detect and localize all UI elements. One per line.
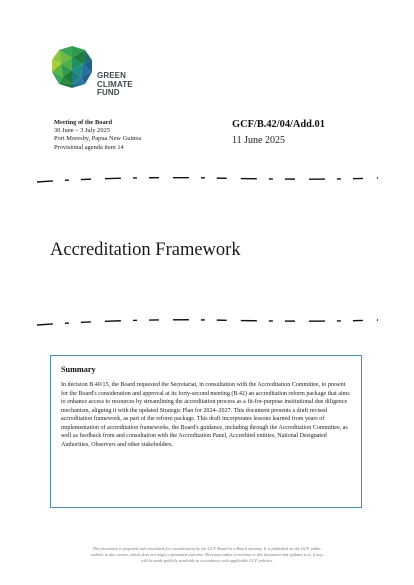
decorative-wave-bottom — [35, 317, 380, 327]
summary-box — [50, 355, 362, 508]
meeting-info — [54, 119, 141, 152]
meeting-location: Port Moresby, Papua New Guinea — [54, 135, 142, 143]
footer-line-1: This document is prepared and circulated for consideration by the GCF Board in a Board meeting. It is published on the GCF public — [92, 546, 322, 551]
globe-icon — [49, 44, 95, 90]
footer-line-3: will be made publicly available in accordance with applicable GCF policies. — [140, 557, 274, 563]
logo-line-2: CLIMATE — [97, 79, 133, 89]
document-title: Accreditation Framework — [50, 240, 241, 260]
footer-line-2: website in due course, which does not imply a presumed outcome. Decisions taken in relation to this document and updates to it, if any, — [90, 551, 324, 557]
meeting-dates: 30 June – 3 July 2025 — [54, 127, 110, 135]
logo-line-1: GREEN — [97, 71, 126, 80]
document-reference — [232, 119, 325, 147]
document-date: 11 June 2025 — [232, 135, 285, 146]
logo-line-3: FUND — [97, 88, 120, 98]
summary-heading: Summary — [61, 365, 96, 374]
gcf-logo — [49, 44, 145, 104]
summary-body: In decision B.40/15, the Board requested the Secretariat, in consultation with the Accreditation Committee, to present for the Board's consideration and approval at its forty-second meeting (B.42) an accreditation reform package that aims to enhance access to resources by streamlining the accreditation process as a fit-for-purpose institutional due diligence mechanism, aligning it with the updated Strategic Plan for 2024–2027. This document presents a draft revised accreditation framework, as part of the reform package. This draft incorporates lessons learned from years of implementation of accreditation frameworks, the Board's guidance, including through the Accreditation Committee, as well as feedback from and consultation with the Accreditation Panel, Accredited entities, National Designated Authorities, Observers and other stakeholders. — [61, 382, 350, 448]
agenda-item: Provisional agenda item 14 — [54, 143, 124, 151]
meeting-heading: Meeting of the Board — [54, 119, 113, 126]
document-code: GCF/B.42/04/Add.01 — [232, 119, 325, 130]
decorative-wave-top — [35, 175, 380, 185]
logo-wordmark — [97, 72, 133, 98]
footer-disclaimer — [40, 546, 374, 563]
